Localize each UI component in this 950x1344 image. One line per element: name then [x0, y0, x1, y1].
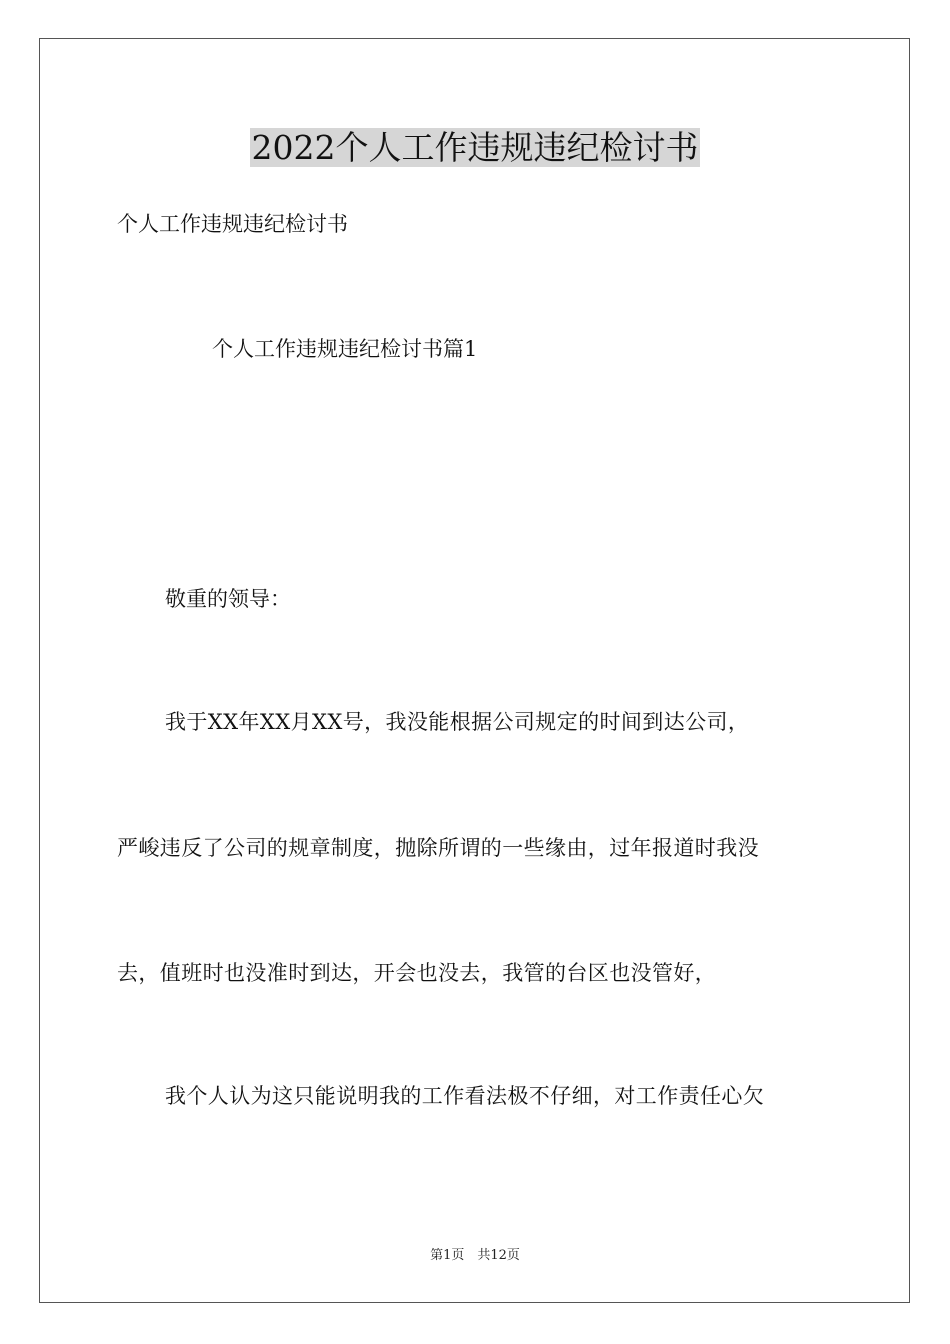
body-line-3: 去，值班时也没准时到达，开会也没去，我管的台区也没管好， [117, 961, 717, 985]
document-title-text: 2022个人工作违规违纪检讨书 [251, 128, 699, 167]
salutation: 敬重的领导： [165, 587, 291, 611]
section-heading: 个人工作违规违纪检讨书篇1 [212, 337, 478, 361]
document-subtitle: 个人工作违规违纪检讨书 [117, 212, 348, 236]
body-line-2: 严峻违反了公司的规章制度，抛除所谓的一些缘由，过年报道时我没 [117, 836, 759, 860]
body-line-1: 我于XX年XX月XX号，我没能根据公司规定的时间到达公司， [165, 710, 750, 734]
page-number-footer: 第1页 共12页 [430, 1248, 520, 1263]
body-line-4: 我个人认为这只能说明我的工作看法极不仔细，对工作责任心欠 [165, 1084, 765, 1108]
document-title [0, 124, 950, 172]
